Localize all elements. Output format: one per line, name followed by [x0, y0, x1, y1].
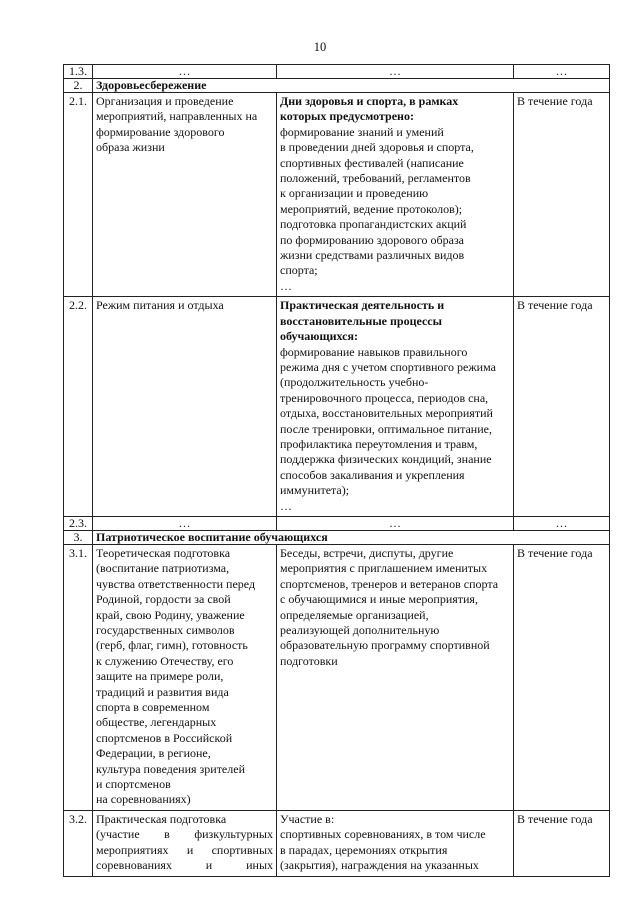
- program-table: [63, 64, 610, 877]
- table-row-1-3: [64, 65, 610, 79]
- content-line: спортивных соревнованиях, в том числе: [280, 827, 486, 842]
- topic-line: мероприятиях и спортивных: [96, 842, 273, 857]
- ellipsis-cell: …: [277, 516, 514, 530]
- term-cell: В течение года: [514, 297, 610, 517]
- content-heading-line: обучающихся:: [280, 329, 358, 344]
- content-line: …: [280, 498, 292, 513]
- table-row-3-2: [64, 810, 610, 876]
- topic-line: (участие в физкультурных: [96, 827, 273, 842]
- content-line: мероприятия с приглашением именитых: [280, 561, 488, 576]
- row-number: 3.2.: [64, 810, 93, 876]
- content-line: отдыха, восстановительных мероприятий: [280, 406, 493, 421]
- ellipsis-cell: …: [514, 516, 610, 530]
- content-line: образовательную программу спортивной: [280, 638, 490, 653]
- content-line: (продолжительность учебно-: [280, 375, 429, 390]
- content-line: профилактика переутомления и травм,: [280, 436, 478, 451]
- topic-line: (герб, флаг, гимн), готовность: [96, 638, 248, 653]
- content-line: к организации и проведению: [280, 186, 429, 201]
- content-line: по формированию здорового образа: [280, 232, 465, 247]
- table-row-2-3: [64, 516, 610, 530]
- content-line: (закрытия), награждения на указанных: [280, 858, 479, 873]
- content-line: спорта;: [280, 263, 318, 278]
- topic-line: защите на примере роли,: [96, 669, 224, 684]
- content-line: реализующей дополнительную: [280, 623, 440, 637]
- content-line: формирование знаний и умений: [280, 124, 444, 139]
- term-cell: В течение года: [514, 544, 610, 810]
- content-line: с обучающимися и иные мероприятия,: [280, 592, 478, 607]
- content-line: подготовка пропагандистских акций: [280, 217, 467, 232]
- topic-cell: [93, 544, 277, 810]
- ellipsis-cell: …: [514, 65, 610, 79]
- row-number: 1.3.: [64, 65, 93, 79]
- section-row-2: [64, 79, 610, 93]
- topic-line: традиций и развития вида: [96, 684, 229, 699]
- section-title: Патриотическое воспитание обучающихся: [93, 530, 610, 544]
- topic-line: культура поведения зрителей: [96, 761, 245, 776]
- content-heading-line: Практическая деятельность и: [280, 298, 445, 313]
- content-cell: [277, 810, 514, 876]
- row-number: 2.3.: [64, 516, 93, 530]
- content-line: жизни средствами различных видов: [280, 248, 465, 263]
- topic-line: соревнованиях и иных: [96, 858, 273, 873]
- topic-line: спортсменов в Российской: [96, 730, 233, 745]
- section-number: 2.: [64, 79, 93, 93]
- content-heading-line: восстановительные процессы: [280, 313, 443, 328]
- content-cell: [277, 297, 514, 517]
- row-number: 2.2.: [64, 297, 93, 517]
- section-title: Здоровьесбережение: [93, 79, 610, 93]
- table-row-2-1: [64, 93, 610, 297]
- topic-line: Организация и проведение: [96, 94, 234, 108]
- topic-line: мероприятий, направленных на: [96, 109, 258, 124]
- content-line: в проведении дней здоровья и спорта,: [280, 140, 474, 155]
- topic-cell: [93, 297, 277, 517]
- content-line: иммунитета);: [280, 483, 350, 498]
- ellipsis-cell: …: [93, 65, 277, 79]
- content-line: в парадах, церемониях открытия: [280, 842, 448, 857]
- content-line: способов закаливания и укрепления: [280, 467, 465, 482]
- topic-line: обществе, легендарных: [96, 715, 217, 730]
- topic-cell: [93, 93, 277, 297]
- topic-line: (воспитание патриотизма,: [96, 561, 230, 576]
- ellipsis-cell: …: [93, 516, 277, 530]
- topic-line: спорта в современном: [96, 700, 210, 715]
- content-line: подготовки: [280, 653, 338, 668]
- content-heading-line: Дни здоровья и спорта, в рамках: [280, 94, 459, 108]
- content-heading-line: которых предусмотрено:: [280, 109, 414, 124]
- topic-line: чувства ответственности перед: [96, 576, 256, 591]
- content-line: Участие в:: [280, 811, 335, 826]
- content-line: определяемые организацией,: [280, 607, 429, 622]
- page-number: 10: [313, 40, 327, 54]
- content-line: положений, требований, регламентов: [280, 171, 471, 186]
- row-number: 2.1.: [64, 93, 93, 297]
- content-line: поддержка физических кондиций, знание: [280, 452, 492, 467]
- section-row-3: [64, 530, 610, 544]
- term-cell: В течение года: [514, 810, 610, 876]
- topic-line: формирование здорового: [96, 124, 225, 139]
- topic-cell: [93, 810, 277, 876]
- content-line: мероприятий, ведение протоколов);: [280, 201, 463, 216]
- content-line: тренировочного процесса, периодов сна,: [280, 390, 489, 405]
- topic-line: государственных символов: [96, 623, 235, 637]
- content-line: спортивных фестивалей (написание: [280, 155, 464, 170]
- topic-line: и спортсменов: [96, 777, 171, 792]
- content-line: Беседы, встречи, диспуты, другие: [280, 545, 454, 560]
- topic-line: на соревнованиях): [96, 792, 191, 807]
- topic-line: Практическая подготовка: [96, 811, 227, 826]
- topic-line: Теоретическая подготовка: [96, 545, 231, 560]
- ellipsis-cell: …: [277, 65, 514, 79]
- content-line: режима дня с учетом спортивного режима: [280, 359, 496, 374]
- topic-line: край, свою Родину, уважение: [96, 607, 245, 622]
- content-line: после тренировки, оптимальное питание,: [280, 421, 492, 436]
- topic-line: Режим питания и отдыха: [96, 298, 224, 313]
- content-cell: [277, 93, 514, 297]
- topic-line: Родиной, гордости за свой: [96, 592, 231, 607]
- topic-line: Федерации, в регионе,: [96, 746, 211, 761]
- content-cell: [277, 544, 514, 810]
- topic-line: образа жизни: [96, 140, 165, 155]
- table-row-2-2: [64, 297, 610, 517]
- row-number: 3.1.: [64, 544, 93, 810]
- content-line: формирование навыков правильного: [280, 344, 468, 359]
- content-line: …: [280, 278, 292, 293]
- content-line: спортсменов, тренеров и ветеранов спорта: [280, 576, 499, 591]
- topic-line: к служению Отечеству, его: [96, 653, 234, 668]
- section-number: 3.: [64, 530, 93, 544]
- table-row-3-1: [64, 544, 610, 810]
- term-cell: В течение года: [514, 93, 610, 297]
